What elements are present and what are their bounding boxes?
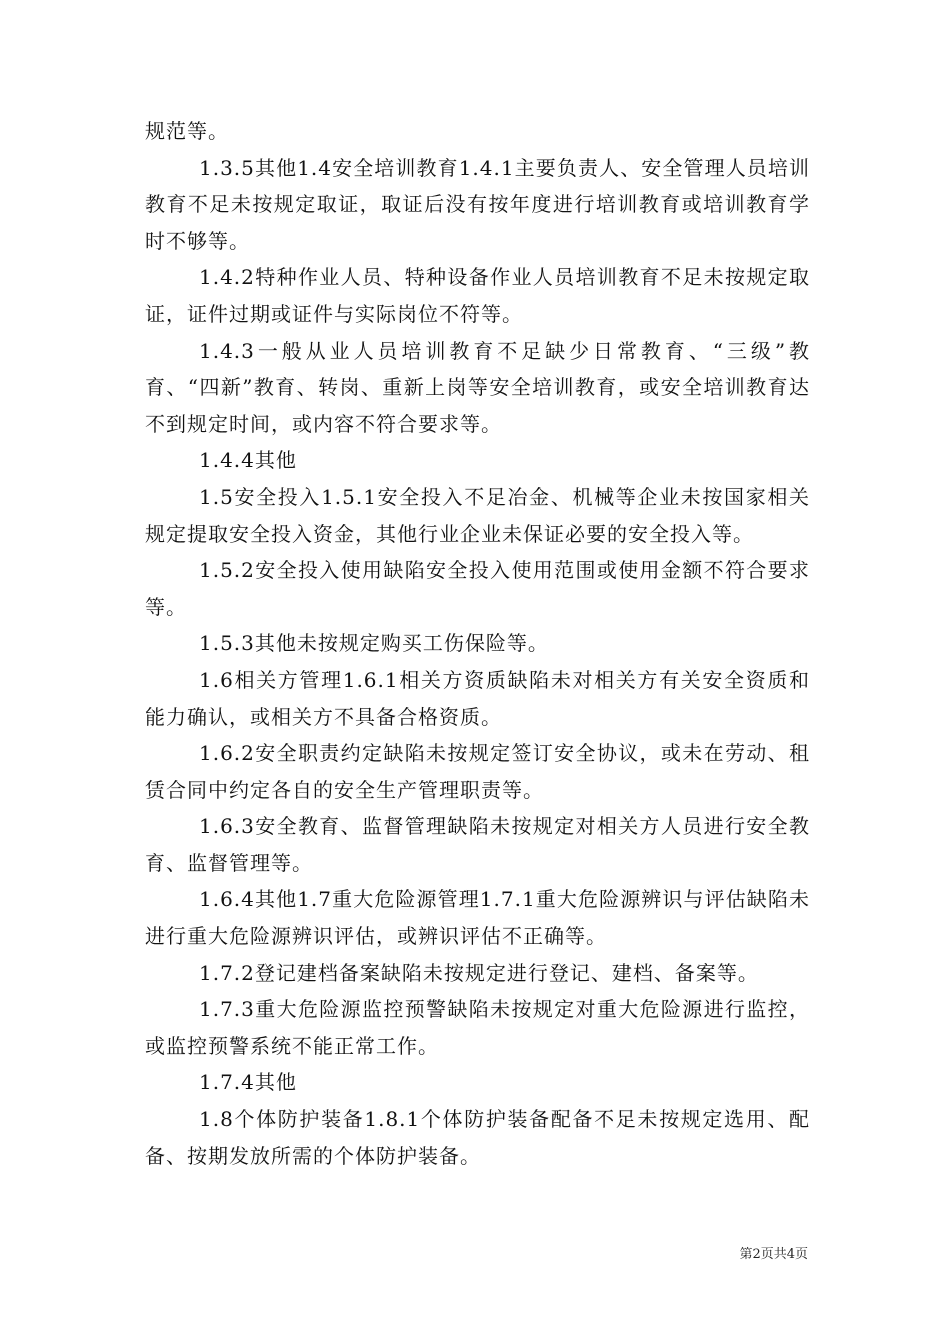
paragraph-1-5: 1.5安全投入1.5.1安全投入不足冶金、机械等企业未按国家相关规定提取安全投入资金，其他行业企业未保证必要的安全投入等。 <box>145 484 810 546</box>
paragraph-1-7-2: 1.7.2登记建档备案缺陷未按规定进行登记、建档、备案等。 <box>199 960 759 985</box>
paragraph-1-3-5: 1.3.5其他1.4安全培训教育1.4.1主要负责人、安全管理人员培训教育不足未按规定取证，取证后没有按年度进行培训教育或培训教育学时不够等。 <box>145 155 810 253</box>
paragraph-1-8: 1.8个体防护装备1.8.1个体防护装备配备不足未按规定选用、配备、按期发放所需的个体防护装备。 <box>145 1107 810 1168</box>
paragraph-1-4-2: 1.4.2特种作业人员、特种设备作业人员培训教育不足未按规定取证，证件过期或证件与实际岗位不符等。 <box>145 265 810 326</box>
paragraph-1-4-4: 1.4.4其他 <box>199 448 297 473</box>
paragraph-1-5-3: 1.5.3其他未按规定购买工伤保险等。 <box>199 631 549 656</box>
paragraph-1-7-3: 1.7.3重大危险源监控预警缺陷未按规定对重大危险源进行监控，或监控预警系统不能正常工作。 <box>145 997 810 1058</box>
paragraph-1-6-4: 1.6.4其他1.7重大危险源管理1.7.1重大危险源辨识与评估缺陷未进行重大危险源辨识评估，或辨识评估不正确等。 <box>145 887 810 949</box>
paragraph-1-6-2: 1.6.2安全职责约定缺陷未按规定签订安全协议，或未在劳动、租赁合同中约定各自的安全生产管理职责等。 <box>145 741 810 802</box>
paragraph-1-4-3: 1.4.3一般从业人员培训教育不足缺少日常教育、“三级”教育、“四新”教育、转岗、重新上岗等安全培训教育，或安全培训教育达不到规定时间，或内容不符合要求等。 <box>145 338 810 436</box>
paragraph-1-6: 1.6相关方管理1.6.1相关方资质缺陷未对相关方有关安全资质和能力确认，或相关方不具备合格资质。 <box>145 667 810 729</box>
paragraph-1-7-4: 1.7.4其他 <box>199 1070 297 1095</box>
paragraph-1-5-2: 1.5.2安全投入使用缺陷安全投入使用范围或使用金额不符合要求等。 <box>145 558 810 619</box>
page-number-footer: 第2页共4页 <box>739 1247 808 1262</box>
paragraph-1-6-3: 1.6.3安全教育、监督管理缺陷未按规定对相关方人员进行安全教育、监督管理等。 <box>145 814 810 875</box>
paragraph-continuation: 规范等。 <box>145 119 229 143</box>
document-body <box>145 113 810 1174</box>
